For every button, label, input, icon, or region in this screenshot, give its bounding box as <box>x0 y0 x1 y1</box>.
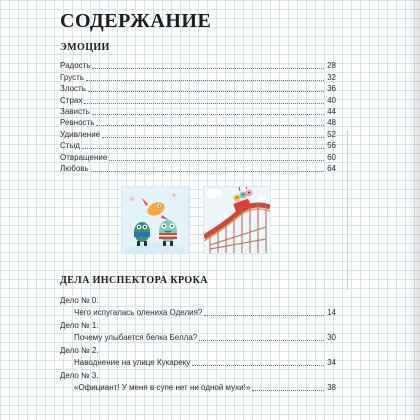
toc-item[interactable] <box>60 163 336 174</box>
case-number: Дело № 1. <box>60 321 99 330</box>
page-title: СОДЕРЖАНИЕ <box>60 10 212 32</box>
case-title: Чего испугалась олениха Оделия? <box>74 308 203 317</box>
case-number: Дело № 0. <box>60 296 99 305</box>
toc-item[interactable] <box>60 60 336 71</box>
toc-item-label: Ревность <box>60 118 95 128</box>
toc-item-page: 60 <box>327 152 336 162</box>
toc-item[interactable] <box>60 117 336 128</box>
toc-item-page: 36 <box>327 84 336 94</box>
rollercoaster-illustration <box>203 186 271 254</box>
dot-leader <box>92 67 324 69</box>
toc-item[interactable] <box>60 151 336 162</box>
monsters-illustration <box>121 186 189 254</box>
case-item[interactable] <box>60 371 336 393</box>
toc-item-label: Радость <box>60 61 91 71</box>
case-title: «Официант! У меня в супе нет ни одной мухи!» <box>74 383 251 392</box>
dot-leader <box>82 147 324 149</box>
toc-item-page: 40 <box>327 95 336 105</box>
toc-item-label: Отвращение <box>60 152 108 162</box>
toc-item-page: 64 <box>327 163 336 173</box>
case-row <box>60 307 336 318</box>
case-page: 30 <box>327 333 336 342</box>
case-item[interactable] <box>60 321 336 343</box>
toc-item[interactable] <box>60 128 336 139</box>
case-number: Дело № 2. <box>60 346 99 355</box>
cases-list <box>60 296 336 396</box>
dot-leader <box>88 90 324 92</box>
case-item[interactable] <box>60 296 336 318</box>
case-row <box>60 357 336 368</box>
toc-item-label: Грусть <box>60 72 84 82</box>
case-page: 38 <box>327 383 336 392</box>
dot-leader <box>109 159 324 161</box>
case-number: Дело № 3. <box>60 371 99 380</box>
case-item[interactable] <box>60 346 336 368</box>
toc-item-page: 44 <box>327 106 336 116</box>
toc-item-page: 48 <box>327 118 336 128</box>
toc-item-label: Удивление <box>60 129 101 139</box>
case-page: 14 <box>327 308 336 317</box>
dot-leader <box>252 389 324 391</box>
case-row <box>60 332 336 343</box>
toc-item-label: Страх <box>60 95 83 105</box>
dot-leader <box>91 170 324 172</box>
toc-item-page: 28 <box>327 61 336 71</box>
dot-leader <box>199 339 324 341</box>
toc-item-page: 32 <box>327 72 336 82</box>
toc-item-label: Злость <box>60 84 86 94</box>
margin-divider <box>347 130 348 290</box>
dot-leader <box>84 102 324 104</box>
toc-item-label: Стыд <box>60 141 80 151</box>
toc-item[interactable] <box>60 94 336 105</box>
dot-leader <box>96 124 324 126</box>
dot-leader <box>192 364 324 366</box>
toc-item[interactable] <box>60 83 336 94</box>
section-title-cases: ДЕЛА ИНСПЕКТОРА КРОКА <box>60 275 208 286</box>
toc-item-label: Любовь <box>60 163 89 173</box>
case-title: Почему улыбается белка Белла? <box>74 333 198 342</box>
dot-leader <box>102 136 324 138</box>
dot-leader <box>86 79 324 81</box>
toc-item-page: 52 <box>327 129 336 139</box>
case-title: Наводнение на улице Кукареку <box>74 358 191 367</box>
toc-item[interactable] <box>60 140 336 151</box>
dot-leader <box>204 314 324 316</box>
toc-item-label: Зависть <box>60 106 90 116</box>
section-title-emotions: ЭМОЦИИ <box>60 42 110 53</box>
toc-item[interactable] <box>60 71 336 82</box>
toc-item[interactable] <box>60 106 336 117</box>
case-row <box>60 382 336 393</box>
dot-leader <box>92 113 324 115</box>
case-page: 34 <box>327 358 336 367</box>
emotions-list <box>60 60 336 174</box>
toc-item-page: 56 <box>327 141 336 151</box>
